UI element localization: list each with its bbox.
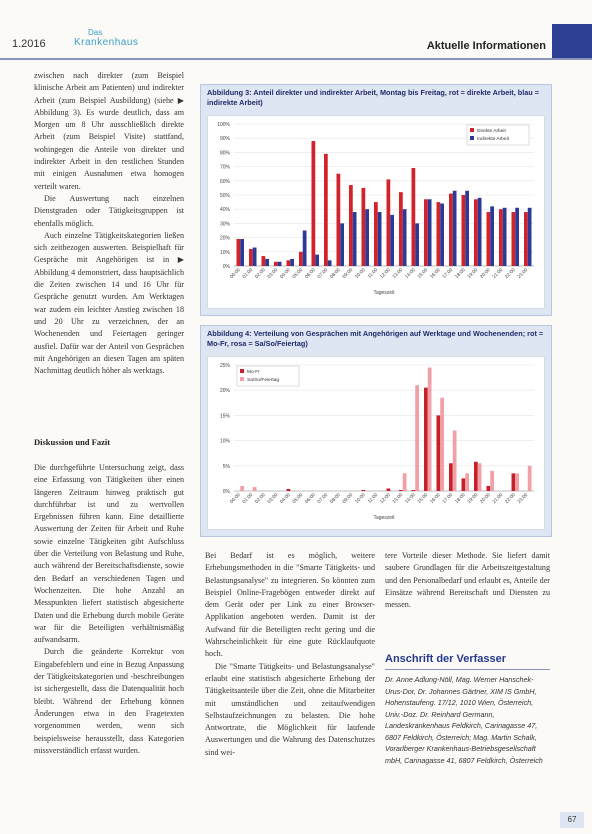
section-title: Aktuelle Informationen xyxy=(426,40,546,52)
chart-area xyxy=(207,356,545,530)
y-tick-label: 80% xyxy=(219,150,230,157)
x-axis-label: Tageszeit xyxy=(373,290,395,296)
left-column xyxy=(34,70,184,377)
bar xyxy=(428,368,432,491)
bar xyxy=(449,194,453,266)
y-tick-label: 70% xyxy=(219,164,230,171)
bar xyxy=(528,208,532,266)
legend-swatch xyxy=(470,128,474,132)
x-tick-label: 15:00 xyxy=(417,492,430,505)
bar xyxy=(412,490,416,491)
bar xyxy=(465,191,469,266)
bar xyxy=(487,486,491,491)
legend-label: Sa/So/Feiertag xyxy=(247,378,279,383)
author-address: Dr. Anne Adlung-Nöll, Mag. Werner Hanschek-Urus-Dor, Dr. Johannes Gärtner, XIM IS GmbH, Hohenstaufeng. 17/12, 1010 Wien, Österreich, Univ.-Doz. Dr. Reinhard Germann, Landeskrankenhaus Feldkirch, Carinagasse 47, 6807 Feldkirch, Österreich; Mag. Martin Schalk, Vorarlberger Krankenhaus-Betriebsgesellschaft mbH, Carinagasse 41, 6807 Feldkirch, Österreich xyxy=(385,675,543,765)
x-tick-label: 04:00 xyxy=(279,492,292,505)
bar xyxy=(253,487,257,491)
x-tick-label: 05:00 xyxy=(292,267,305,280)
bar xyxy=(462,195,466,266)
middle-column xyxy=(205,550,375,759)
x-tick-label: 10:00 xyxy=(354,492,367,505)
x-tick-label: 02:00 xyxy=(254,267,267,280)
x-tick-label: 06:00 xyxy=(304,492,317,505)
legend-label: Indirekte Arbeit xyxy=(477,137,509,142)
paragraph: Die Auswertung nach einzelnen Dienstgraden oder Tätigkeitsgruppen ist ebenfalls möglich. xyxy=(34,193,184,228)
y-tick-label: 10% xyxy=(219,438,230,445)
x-tick-label: 10:00 xyxy=(354,267,367,280)
bar xyxy=(387,179,391,266)
bar xyxy=(362,188,366,266)
bar xyxy=(528,466,532,491)
page-number: 67 xyxy=(560,812,584,828)
paragraph: Bei Bedarf ist es möglich, weitere Erhebungsmethoden in die "Smarte Tätigkeits- und Belastungsanalyse" zu integrieren. So könnten zum Beispiel Online-Fragebögen entweder direkt auf dem Gerät oder per Link zu einer Browser-Applikation angeboten werden. Damit ist der Aufwand für die Beteiligten recht gering und die Wahrscheinlichkeit für eine gute Rücklaufquote hoch. xyxy=(205,551,375,659)
x-tick-label: 20:00 xyxy=(479,492,492,505)
paragraph: Die durchgeführte Untersuchung zeigt, dass eine Erfassung von Tätigkeiten über einen längeren Zeitraum hinweg praktisch gut durchführbar ist und zu wertvollen Ergebnissen führen kann. Eine detaillierte Auswertung der Zeiten für Arbeit und Ruhe sowie einzelne Tätigkeiten gibt Aufschluss über die Verteilung von Belastung und Ruhe, auch während der Bereitschaftsdienste, sowie den Bedarf an verschiedenen Tagen und Wochenzeiten. Die hohe Anzahl an Messpunkten liefert statistisch abgesicherte Daten und die Erhebung durch mobile Geräte war für die Beteiligten verhältnismäßig aufwandsarm. xyxy=(34,463,184,645)
x-tick-label: 15:00 xyxy=(417,267,430,280)
bar xyxy=(324,154,328,266)
y-tick-label: 20% xyxy=(219,235,230,242)
bar xyxy=(374,202,378,266)
x-tick-label: 17:00 xyxy=(442,492,455,505)
y-tick-label: 100% xyxy=(217,122,230,128)
corner-tab xyxy=(552,24,592,60)
bar xyxy=(240,239,244,266)
x-tick-label: 06:00 xyxy=(304,267,317,280)
address-heading: Anschrift der Verfasser xyxy=(385,653,507,665)
y-tick-label: 0% xyxy=(222,264,230,270)
bar xyxy=(353,212,357,266)
bar xyxy=(478,198,482,266)
right-column xyxy=(385,550,550,611)
bar xyxy=(424,388,428,491)
bar xyxy=(424,199,428,266)
legend-swatch xyxy=(240,369,244,373)
bar xyxy=(453,191,457,266)
x-tick-label: 12:00 xyxy=(379,267,392,280)
bar xyxy=(437,202,441,266)
bar xyxy=(328,260,332,266)
bar xyxy=(462,478,466,491)
figure-caption: Abbildung 4: Verteilung von Gesprächen mit Angehörigen auf Werktage und Wochenenden; rot = Mo-Fr, rosa = Sa/So/Feiertag) xyxy=(207,329,544,348)
x-tick-label: 17:00 xyxy=(442,267,455,280)
y-tick-label: 60% xyxy=(219,178,230,185)
y-tick-label: 90% xyxy=(219,136,230,143)
paragraph: zwischen nach direkter (zum Beispiel klinische Arbeit am Patienten) und indirekter Arbeit (zum Beispiel Ausbildung) (siehe ▶ Abbildung 3). Es wurde deutlich, dass am Morgen um 8 Uhr ausschließlich direkte Arbeit (zum Beispiel Visite) stattfand, wohingegen die Anteile von direkter und indirekter Arbeit in den restlichen Stunden mit einigen Ausnahmen etwa homogen verteilt waren. xyxy=(34,71,184,191)
y-tick-label: 50% xyxy=(219,193,230,199)
x-tick-label: 03:00 xyxy=(267,492,280,505)
paragraph: tere Vorteile dieser Methode. Sie liefert damit saubere Grundlagen für die Arbeitszeitgestaltung und den Personalbedarf und erlaubt es, Anteile der Einsätze während Bereitschaft und Diensten zu messen. xyxy=(385,551,550,610)
x-tick-label: 13:00 xyxy=(392,492,405,505)
figure-3 xyxy=(200,84,552,316)
bar xyxy=(303,231,307,267)
x-tick-label: 05:00 xyxy=(292,492,305,505)
x-tick-label: 03:00 xyxy=(267,267,280,280)
x-tick-label: 16:00 xyxy=(429,492,442,505)
bar xyxy=(249,249,253,266)
y-tick-label: 20% xyxy=(219,388,230,395)
legend-swatch xyxy=(240,377,244,381)
bar xyxy=(490,206,494,266)
bar xyxy=(290,259,294,266)
bar xyxy=(253,248,257,266)
paragraph: Die "Smarte Tätigkeits- und Belastungsanalyse" erlaubt eine statistisch abgesicherte Erhebung der Tätigkeitsanteile über die Zeit, ohne die Mitarbeiter mit umständlichen und zeitaufwendigen Selbstaufzeichnungen zu belasten. Die hohe Antwortrate, die Möglichkeit für laufende Auswertungen und die Wahrung des Datenschutzes sind wei- xyxy=(205,661,375,757)
bar xyxy=(274,262,278,266)
x-tick-label: 14:00 xyxy=(404,267,417,280)
bar xyxy=(524,212,528,266)
x-tick-label: 11:00 xyxy=(367,267,380,280)
x-tick-label: 23:00 xyxy=(517,267,530,280)
x-tick-label: 20:00 xyxy=(479,267,492,280)
bar xyxy=(362,490,366,491)
bar xyxy=(399,490,403,491)
x-tick-label: 22:00 xyxy=(504,267,517,280)
legend-box xyxy=(237,366,299,386)
bar xyxy=(437,415,441,491)
x-tick-label: 19:00 xyxy=(467,267,480,280)
bar xyxy=(378,212,382,266)
section-heading: Diskussion und Fazit xyxy=(34,437,111,447)
x-tick-label: 01:00 xyxy=(242,492,255,505)
bar xyxy=(365,209,369,266)
x-tick-label: 11:00 xyxy=(367,492,380,505)
bar xyxy=(340,223,344,266)
x-tick-label: 09:00 xyxy=(342,492,355,505)
header-divider xyxy=(0,58,592,60)
bar xyxy=(428,199,432,266)
bar xyxy=(265,259,269,266)
bar xyxy=(349,185,353,266)
x-tick-label: 21:00 xyxy=(492,492,505,505)
x-tick-label: 08:00 xyxy=(329,267,342,280)
bar xyxy=(240,486,244,491)
bar xyxy=(312,141,316,266)
bar xyxy=(287,489,291,491)
bar xyxy=(262,256,266,266)
bar xyxy=(499,209,503,266)
x-tick-label: 12:00 xyxy=(379,492,392,505)
y-tick-label: 0% xyxy=(222,489,230,495)
x-tick-label: 04:00 xyxy=(279,267,292,280)
bar xyxy=(440,204,444,266)
bar xyxy=(453,431,457,491)
legend-label: Direkte Arbeit xyxy=(477,129,506,134)
bar xyxy=(403,473,407,491)
x-tick-label: 19:00 xyxy=(467,492,480,505)
bar xyxy=(287,260,291,266)
bar xyxy=(515,208,519,266)
left-column-2 xyxy=(34,462,184,757)
x-tick-label: 07:00 xyxy=(317,267,330,280)
bar xyxy=(465,473,469,491)
figure-caption: Abbildung 3: Anteil direkter und indirekter Arbeit, Montag bis Freitag, rot = direkte Arbeit, blau = indirekte Arbeit) xyxy=(207,88,540,107)
bar xyxy=(278,262,282,266)
x-axis-label: Tageszeit xyxy=(373,515,395,521)
bar xyxy=(387,488,391,491)
bar-chart xyxy=(208,357,544,529)
x-tick-label: 22:00 xyxy=(504,492,517,505)
bar xyxy=(503,208,507,266)
x-tick-label: 08:00 xyxy=(329,492,342,505)
legend-label: Mo-Fr xyxy=(247,370,260,375)
chart-area xyxy=(207,115,545,309)
bar xyxy=(515,473,519,491)
bar xyxy=(490,471,494,491)
bar xyxy=(478,463,482,491)
x-tick-label: 00:00 xyxy=(229,492,242,505)
y-tick-label: 10% xyxy=(219,249,230,256)
bar xyxy=(399,192,403,266)
bar xyxy=(487,212,491,266)
paragraph: Durch die geänderte Korrektur von Eingabefehlern und eine in Bezug Anpassung der Tätigkeitskategorien und -beschreibungen ist sichergestellt, dass die Datenqualität hoch bleibt. Während der Erhebung können Änderungen etwa in den Fragetexten vorgenommen werden, wenn sich beispielsweise herausstellt, dass Kategorien missverständlich erfasst wurden. xyxy=(34,647,184,755)
bar xyxy=(474,199,478,266)
y-tick-label: 15% xyxy=(219,413,230,420)
x-tick-label: 21:00 xyxy=(492,267,505,280)
bar xyxy=(449,463,453,491)
bar xyxy=(474,462,478,491)
bar xyxy=(512,212,516,266)
journal-logo: Das Krankenhaus xyxy=(74,28,139,48)
y-tick-label: 5% xyxy=(222,463,230,470)
y-tick-label: 40% xyxy=(219,207,230,214)
x-tick-label: 18:00 xyxy=(454,492,467,505)
bar xyxy=(415,385,419,491)
issue-number: 1.2016 xyxy=(12,38,46,50)
bar xyxy=(440,398,444,491)
legend-swatch xyxy=(470,136,474,140)
x-tick-label: 13:00 xyxy=(392,267,405,280)
bar xyxy=(390,215,394,266)
x-tick-label: 07:00 xyxy=(317,492,330,505)
bar xyxy=(415,223,419,266)
address-divider xyxy=(385,669,550,670)
x-tick-label: 01:00 xyxy=(242,267,255,280)
x-tick-label: 23:00 xyxy=(517,492,530,505)
y-tick-label: 30% xyxy=(219,221,230,228)
bar xyxy=(512,473,516,491)
figure-4 xyxy=(200,325,552,537)
x-tick-label: 00:00 xyxy=(229,267,242,280)
paragraph: Auch einzelne Tätigkeitskategorien ließen sich zeitbezogen auswerten. Beispielhaft für Gespräche mit Angehörigen ist in ▶ Abbildung 4 demonstriert, dass hauptsächlich die Zeiten zwischen 14 und 16 Uhr für Gespräche genutzt wurden. Am Werktagen war zudem ein leichter Anstieg zwischen 18 und 20 Uhr zu verzeichnen, der an Wochenenden und Feiertagen geringer ausfiel. Dafür war der Anteil von Gesprächen mit Angehörigen an diesen Tagen am späten Nachmittag deutlich höher als werktags. xyxy=(34,230,184,376)
bar-chart xyxy=(208,116,544,308)
x-tick-label: 09:00 xyxy=(342,267,355,280)
x-tick-label: 14:00 xyxy=(404,492,417,505)
bar xyxy=(315,255,319,266)
bar xyxy=(337,174,341,266)
x-tick-label: 18:00 xyxy=(454,267,467,280)
bar xyxy=(403,209,407,266)
y-tick-label: 25% xyxy=(219,363,230,369)
x-tick-label: 02:00 xyxy=(254,492,267,505)
bar xyxy=(412,168,416,266)
bar xyxy=(299,252,303,266)
legend-box xyxy=(467,125,529,145)
x-tick-label: 16:00 xyxy=(429,267,442,280)
bar xyxy=(237,239,241,266)
